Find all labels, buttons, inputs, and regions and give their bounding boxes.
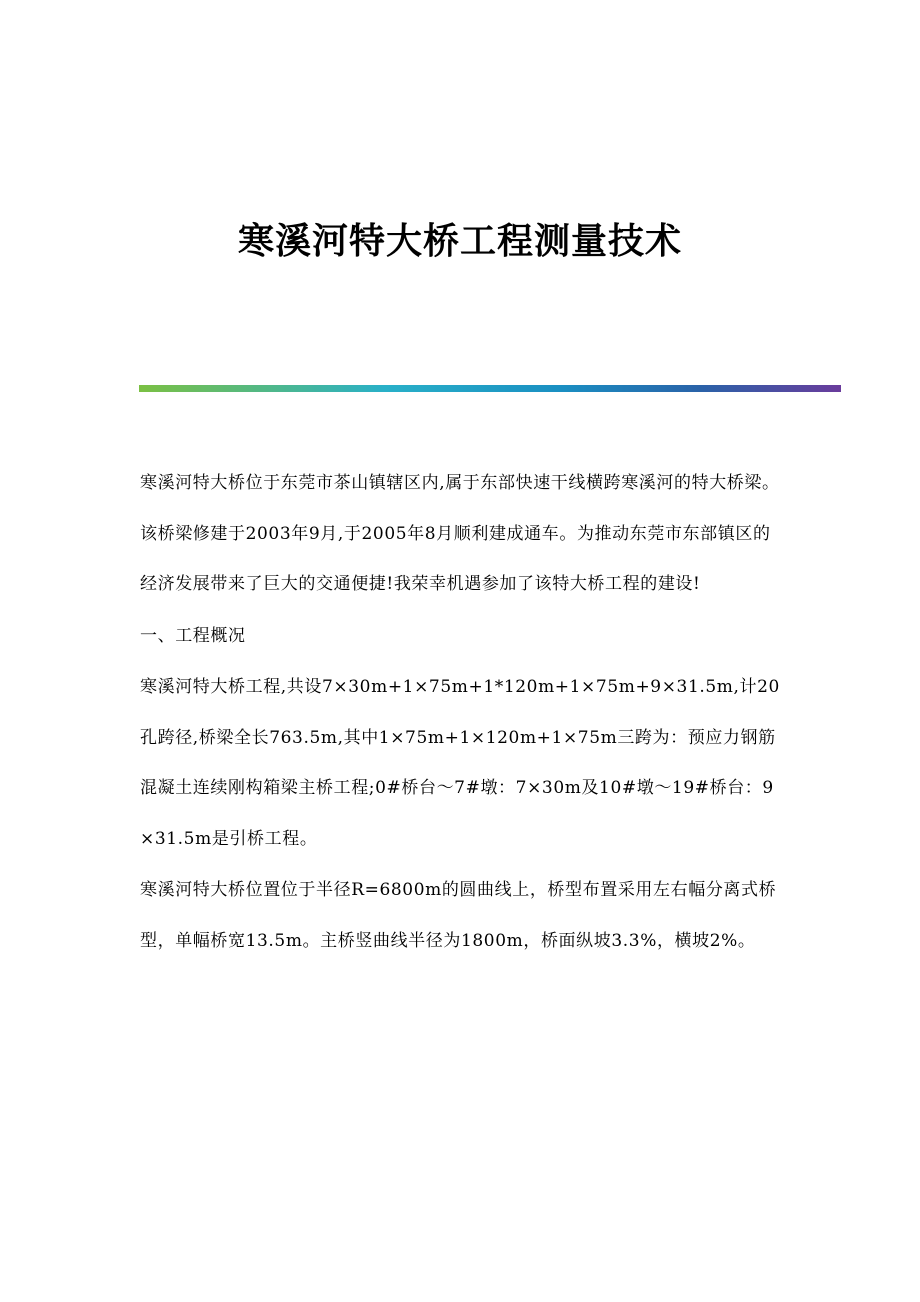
document-body [140, 458, 782, 967]
paragraph-intro: 寒溪河特大桥位于东莞市茶山镇辖区内,属于东部快速干线横跨寒溪河的特大桥梁。该桥梁修建于2003年9月,于2005年8月顺利建成通车。为推动东莞市东部镇区的经济发展带来了巨大的交通便捷!我荣幸机遇参加了该特大桥工程的建设! [140, 473, 780, 594]
section-heading-overview: 一、工程概况 [140, 625, 246, 646]
paragraph-spans: 寒溪河特大桥工程,共设7×30m+1×75m+1*120m+1×75m+9×31.5m,计20孔跨径,桥梁全长763.5m,其中1×75m+1×120m+1×75m三跨为：预应力钢筋混凝土连续刚构箱梁主桥工程;0#桥台～7#墩：7×30m及10#墩～19#桥台：9×31.5m是引桥工程。 [140, 677, 780, 849]
document-title: 寒溪河特大桥工程测量技术 [237, 220, 682, 262]
paragraph-alignment: 寒溪河特大桥位置位于半径R=6800m的圆曲线上，桥型布置采用左右幅分离式桥型，单幅桥宽13.5m。主桥竖曲线半径为1800m，桥面纵坡3.3%，横坡2%。 [140, 880, 777, 951]
gradient-divider [139, 385, 841, 392]
